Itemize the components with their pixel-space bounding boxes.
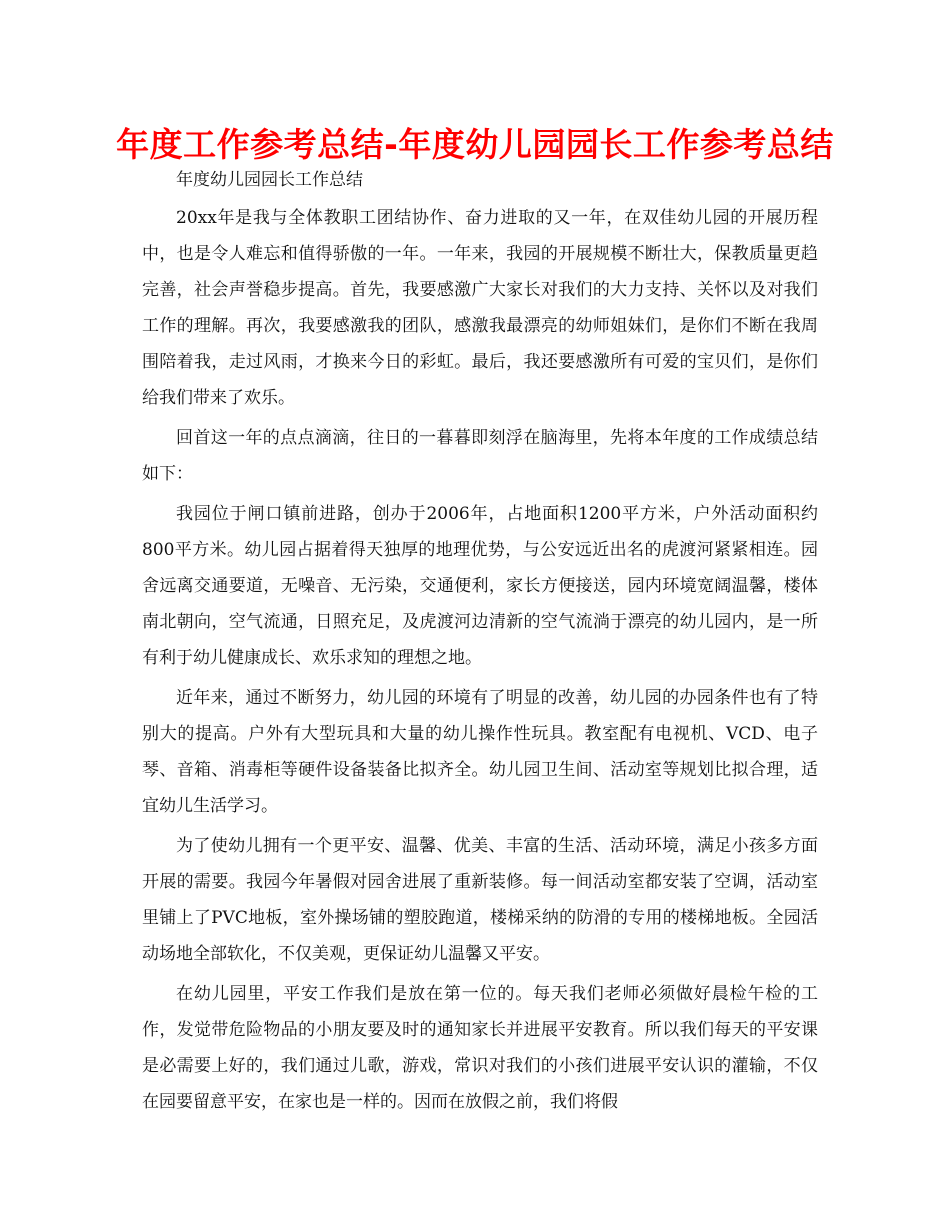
paragraph: 我园位于闸口镇前进路，创办于2006年，占地面积1200平方米，户外活动面积约800平方米。幼儿园占据着得天独厚的地理优势，与公安远近出名的虎渡河紧紧相连。园舍远离交通要道，无噪音、无污染，交通便利，家长方便接送，园内环境宽阔温馨，楼体南北朝向，空气流通，日照充足，及虎渡河边清新的空气流淌于漂亮的幼儿园内，是一所有利于幼儿健康成长、欢乐求知的理想之地。 (142, 504, 818, 668)
document-subtitle: 年度幼儿园园长工作总结 (176, 170, 363, 190)
paragraph: 在幼儿园里，平安工作我们是放在第一位的。每天我们老师必须做好晨检午检的工作，发觉带危险物品的小朋友要及时的通知家长并进展平安教育。所以我们每天的平安课是必需要上好的，我们通过儿歌，游戏，常识对我们的小孩们进展平安认识的灌输，不仅在园要留意平安，在家也是一样的。因而在放假之前，我们将假 (142, 984, 818, 1112)
paragraph: 近年来，通过不断努力，幼儿园的环境有了明显的改善，幼儿园的办园条件也有了特别大的提高。户外有大型玩具和大量的幼儿操作性玩具。教室配有电视机、VCD、电子琴、音箱、消毒柜等硬件设备装备比拟齐全。幼儿园卫生间、活动室等规划比拟合理，适宜幼儿生活学习。 (142, 688, 818, 816)
document-body (142, 160, 818, 1124)
paragraph: 回首这一年的点点滴滴，往日的一暮暮即刻浮在脑海里，先将本年度的工作成绩总结如下： (142, 428, 818, 484)
paragraph: 为了使幼儿拥有一个更平安、温馨、优美、丰富的生活、活动环境，满足小孩多方面开展的需要。我园今年暑假对园舍进展了重新装修。每一间活动室都安装了空调，活动室里铺上了PVC地板，室外操场铺的塑胶跑道，楼梯采纳的防滑的专用的楼梯地板。全园活动场地全部软化，不仅美观，更保证幼儿温馨又平安。 (142, 836, 818, 964)
paragraph: 20xx年是我与全体教职工团结协作、奋力进取的又一年，在双佳幼儿园的开展历程中，也是令人难忘和值得骄傲的一年。一年来，我园的开展规模不断壮大，保教质量更趋完善，社会声誉稳步提高。首先，我要感激广大家长对我们的大力支持、关怀以及对我们工作的理解。再次，我要感激我的团队，感激我最漂亮的幼师姐妹们，是你们不断在我周围陪着我，走过风雨，才换来今日的彩虹。最后，我还要感激所有可爱的宝贝们，是你们给我们带来了欢乐。 (142, 208, 818, 408)
document-title: 年度工作参考总结-年度幼儿园园长工作参考总结 (116, 125, 834, 164)
